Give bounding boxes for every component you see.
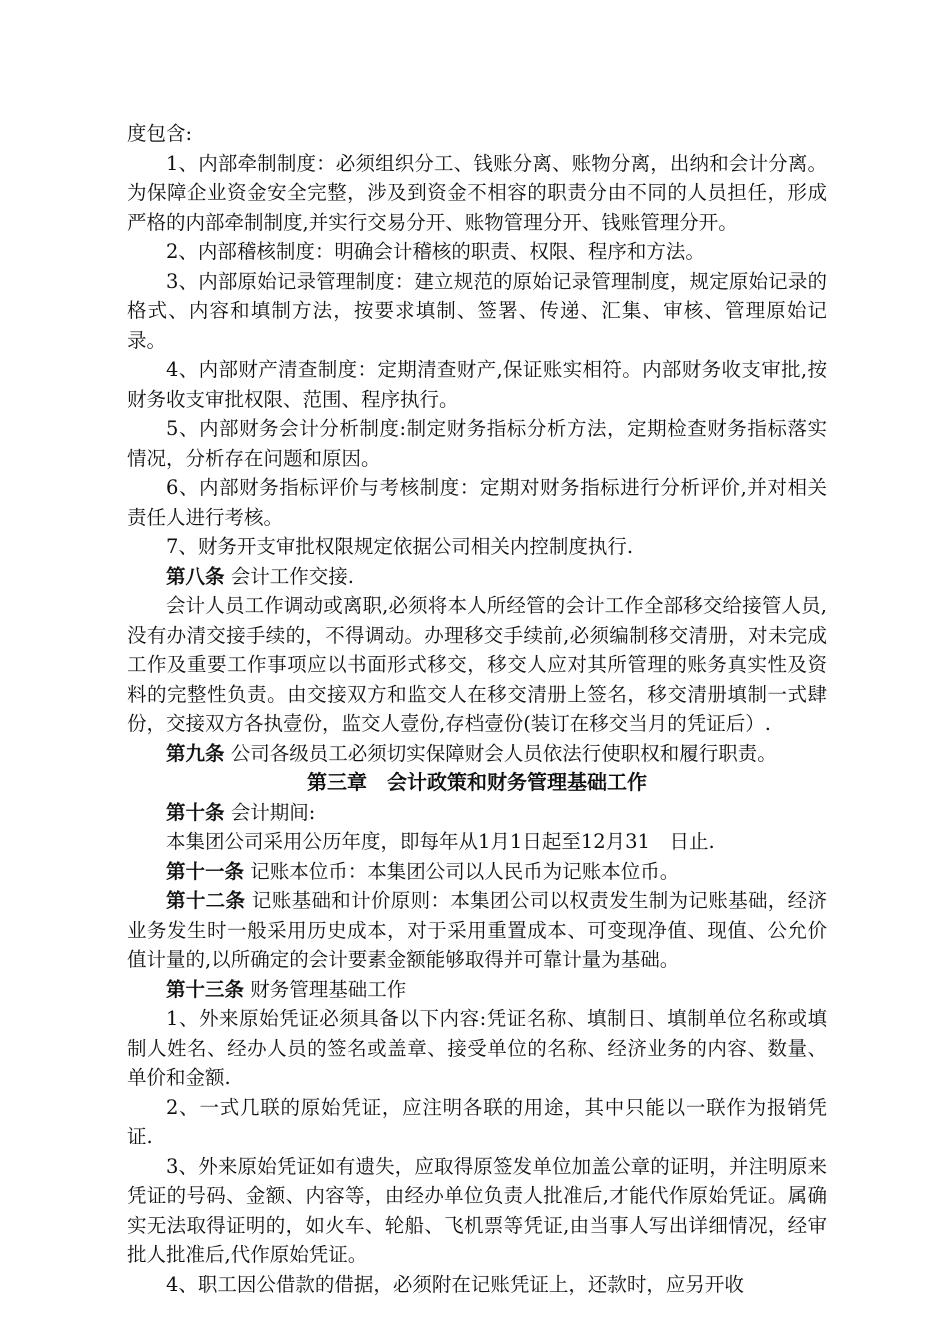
article-13 xyxy=(127,975,827,1005)
article-10 xyxy=(127,798,827,828)
chapter-heading: 第三章 会计政策和财务管理基础工作 xyxy=(307,770,647,794)
paragraph-item-2: 2、内部稽核制度：明确会计稽核的职责、权限、程序和方法。 xyxy=(166,240,705,263)
document-page xyxy=(127,119,827,1299)
paragraph-item-7: 7、财务开支审批权限规定依据公司相关内控制度执行. xyxy=(166,535,634,558)
article-8-text: 会计工作交接. xyxy=(224,564,354,588)
article-9-text: 公司各级员工必须切实保障财会人员依法行使职权和履行职责。 xyxy=(224,741,777,765)
paragraph-item-1: 1、内部牵制制度：必须组织分工、钱账分离、账物分离，出纳和会计分离。为保障企业资金安全完整，涉及到资金不相容的职责分由不同的人员担任，形成严格的内部牵制制度,并实行交易分开、账物管理分开、钱账管理分开。 xyxy=(127,151,827,234)
paragraph-13-item-3: 3、外来原始凭证如有遗失，应取得原签发单位加盖公章的证明，并注明原来凭证的号码、金额、内容等，由经办单位负责人批准后,才能代作原始凭证。属确实无法取得证明的，如火车、轮船、飞机票等凭证,由当事人写出详细情况，经审批人批准后,代作原始凭证。 xyxy=(127,1154,827,1266)
paragraph-continuation: 度包含: xyxy=(127,122,193,145)
article-13-label: 第十三条 xyxy=(166,977,245,1001)
paragraph-item-5: 5、内部财务会计分析制度:制定财务指标分析方法，定期检查财务指标落实情况，分析存在问题和原因。 xyxy=(127,417,827,470)
article-12-text: 记账基础和计价原则：本集团公司以权责发生制为记账基础，经济业务发生时一般采用历史成本，对于采用重置成本、可变现净值、现值、公允价值计量的,以所确定的会计要素金额能够取得并可靠计量为基础。 xyxy=(127,889,827,971)
paragraph-13-item-1: 1、外来原始凭证必须具备以下内容:凭证名称、填制日、填制单位名称或填制人姓名、经办人员的签名或盖章、接受单位的名称、经济业务的内容、数量、单价和金额. xyxy=(127,1007,827,1089)
paragraph-13-item-4: 4、职工因公借款的借据，必须附在记账凭证上，还款时，应另开收 xyxy=(166,1272,744,1296)
article-8 xyxy=(127,562,827,592)
paragraph-item-4: 4、内部财产清查制度：定期清查财产,保证账实相符。内部财务收支审批,按财务收支审批权限、范围、程序执行。 xyxy=(127,358,827,411)
article-12-label: 第十二条 xyxy=(166,889,246,912)
article-12 xyxy=(127,886,827,975)
article-11 xyxy=(127,857,827,887)
paragraph-handover: 会计人员工作调动或离职,必须将本人所经管的会计工作全部移交给接管人员,没有办清交接手续的，不得调动。办理移交手续前,必须编制移交清册，对未完成工作及重要工作事项应以书面形式移交，移交人应对其所管理的账务真实性及资料的完整性负责。由交接双方和监交人在移交清册上签名，移交清册填制一式肆份，交接双方各执壹份，监交人壹份,存档壹份(装订在移交当月的凭证后）. xyxy=(127,594,827,735)
article-11-text: 记账本位币：本集团公司以人民币为记账本位币。 xyxy=(244,859,680,883)
article-10-text: 会计期间: xyxy=(224,800,316,824)
article-10-label: 第十条 xyxy=(166,800,225,824)
article-13-text: 财务管理基础工作 xyxy=(244,977,407,1001)
paragraph-item-3: 3、内部原始记录管理制度：建立规范的原始记录管理制度，规定原始记录的格式、内容和填制方法，按要求填制、签署、传递、汇集、审核、管理原始记录。 xyxy=(127,269,827,352)
article-11-label: 第十一条 xyxy=(166,859,245,883)
paragraph-fiscal-year: 本集团公司采用公历年度，即每年从1月1日起至12月31 日止. xyxy=(166,830,715,853)
article-8-label: 第八条 xyxy=(166,564,225,588)
paragraph-13-item-2: 2、一式几联的原始凭证，应注明各联的用途，其中只能以一联作为报销凭证. xyxy=(127,1095,827,1148)
paragraph-item-6: 6、内部财务指标评价与考核制度：定期对财务指标进行分析评价,并对相关责任人进行考核。 xyxy=(127,476,827,529)
article-9 xyxy=(127,739,827,769)
article-9-label: 第九条 xyxy=(166,741,225,765)
